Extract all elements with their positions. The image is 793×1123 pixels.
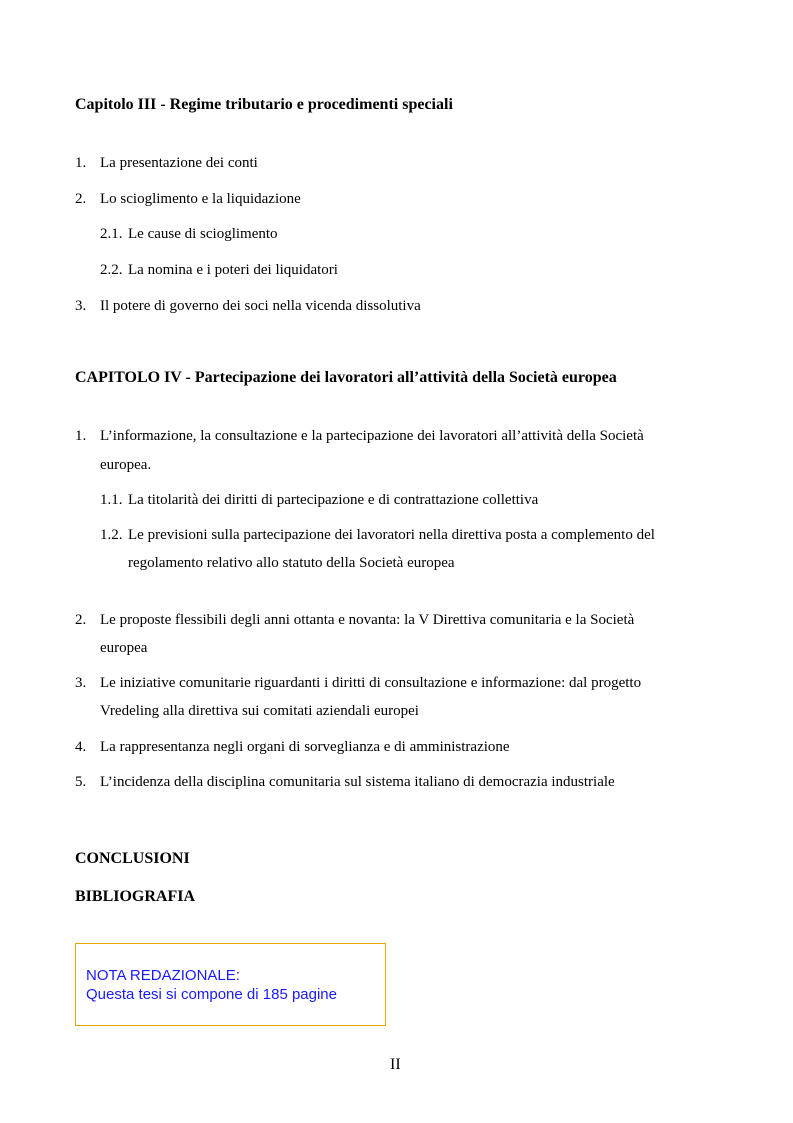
toc-item-text: L’informazione, la consultazione e la partecipazione dei lavoratori all’attività della Società [100, 428, 644, 444]
conclusioni-heading: CONCLUSIONI [75, 850, 190, 867]
toc-item-text: Lo scioglimento e la liquidazione [100, 191, 301, 207]
page-number: II [390, 1056, 401, 1073]
toc-subitem-text-continued: regolamento relativo allo statuto della Società europea [128, 555, 455, 571]
nota-redazionale-box [75, 943, 386, 1026]
toc-subitem-number: 1.1. [100, 492, 123, 508]
toc-subitem-text: Le previsioni sulla partecipazione dei lavoratori nella direttiva posta a complemento del [128, 527, 655, 543]
toc-item-number: 1. [75, 428, 87, 444]
toc-subitem-number: 2.1. [100, 226, 123, 242]
toc-subitem-text: Le cause di scioglimento [128, 226, 278, 242]
toc-subitem-number: 2.2. [100, 262, 123, 278]
nota-title: NOTA REDAZIONALE: [86, 967, 240, 984]
toc-item-text: Le iniziative comunitarie riguardanti i diritti di consultazione e informazione: dal progetto [100, 675, 642, 691]
nota-text: Questa tesi si compone di 185 pagine [86, 986, 337, 1003]
toc-item-text: La presentazione dei conti [100, 155, 258, 171]
toc-item-number: 3. [75, 675, 87, 691]
bibliografia-heading: BIBLIOGRAFIA [75, 888, 196, 905]
toc-item-number: 4. [75, 739, 87, 755]
toc-item-text-continued: europea. [100, 457, 152, 473]
toc-item-text: Il potere di governo dei soci nella vicenda dissolutiva [100, 298, 421, 314]
chapter4-title: CAPITOLO IV - Partecipazione dei lavoratori all’attività della Società europea [75, 369, 617, 386]
toc-item-number: 2. [75, 612, 87, 628]
toc-subitem-text: La nomina e i poteri dei liquidatori [128, 262, 338, 278]
chapter3-title: Capitolo III - Regime tributario e procedimenti speciali [75, 96, 453, 113]
toc-item-text-continued: Vredeling alla direttiva sui comitati aziendali europei [100, 703, 419, 719]
toc-item-number: 1. [75, 155, 87, 171]
toc-item-text: L’incidenza della disciplina comunitaria sul sistema italiano di democrazia industriale [100, 774, 615, 790]
toc-item-text: Le proposte flessibili degli anni ottanta e novanta: la V Direttiva comunitaria e la Società [100, 612, 635, 628]
toc-item-number: 2. [75, 191, 87, 207]
toc-subitem-text: La titolarità dei diritti di partecipazione e di contrattazione collettiva [128, 492, 539, 508]
toc-subitem-number: 1.2. [100, 527, 123, 543]
toc-item-number: 5. [75, 774, 87, 790]
toc-item-number: 3. [75, 298, 87, 314]
toc-item-text: La rappresentanza negli organi di sorveglianza e di amministrazione [100, 739, 510, 755]
toc-item-text-continued: europea [100, 640, 148, 656]
